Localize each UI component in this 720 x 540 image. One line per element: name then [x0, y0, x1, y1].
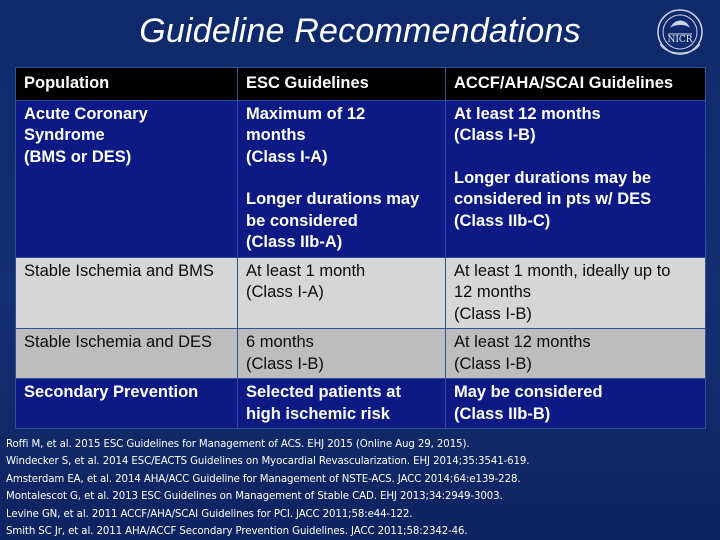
reference-item: Amsterdam EA, et al. 2014 AHA/ACC Guideline for Management of NSTE-ACS. JACC 2014;64:e139-228.	[6, 473, 521, 485]
population-cell: Stable Ischemia and BMS	[16, 257, 238, 329]
reference-item: Windecker S, et al. 2014 ESC/EACTS Guidelines on Myocardial Revascularization. EHJ 2014;35:3541-619.	[6, 456, 530, 468]
header-esc: ESC Guidelines	[238, 68, 446, 101]
table-row	[16, 379, 706, 429]
esc-cell: At least 1 month (Class I-A)	[238, 257, 446, 329]
reference-item: Levine GN, et al. 2011 ACCF/AHA/SCAI Guidelines for PCI. JACC 2011;58:e44-122.	[6, 508, 413, 520]
esc-cell: 6 months (Class I-B)	[238, 329, 446, 379]
esc-cell: Selected patients at high ischemic risk	[238, 379, 446, 429]
table-header-row	[16, 68, 706, 101]
accf-cell: At least 1 month, ideally up to 12 months (Class I-B)	[446, 257, 706, 329]
table-row	[16, 257, 706, 329]
accf-cell: At least 12 months (Class I-B)	[446, 329, 706, 379]
accf-cell: At least 12 months (Class I-B) Longer durations may be considered in pts w/ DES (Class IIb-C)	[446, 100, 706, 257]
svg-text:NICR: NICR	[667, 35, 693, 45]
reference-item: Smith SC Jr, et al. 2011 AHA/ACCF Secondary Prevention Guidelines. JACC 2011;58:2342-46.	[6, 526, 468, 538]
accf-cell: May be considered (Class IIb-B)	[446, 379, 706, 429]
reference-item: Montalescot G, et al. 2013 ESC Guidelines on Management of Stable CAD. EHJ 2013;34:2949-3003.	[6, 491, 503, 503]
reference-item: Roffi M, et al. 2015 ESC Guidelines for Management of ACS. EHJ 2015 (Online Aug 29, 2015).	[6, 439, 470, 450]
header-accf: ACCF/AHA/SCAI Guidelines	[446, 68, 706, 101]
table-row	[16, 329, 706, 379]
header-population: Population	[16, 68, 238, 101]
table-row	[16, 100, 706, 257]
population-cell: Acute Coronary Syndrome (BMS or DES)	[16, 100, 238, 257]
guideline-table	[15, 67, 706, 429]
esc-cell: Maximum of 12 months (Class I-A) Longer durations may be considered (Class IIb-A)	[238, 100, 446, 257]
population-cell: Secondary Prevention	[16, 379, 238, 429]
nicr-seal-icon	[648, 6, 712, 62]
page-title: Guideline Recommendations	[139, 12, 581, 50]
population-cell: Stable Ischemia and DES	[16, 329, 238, 379]
references-list	[6, 436, 718, 540]
